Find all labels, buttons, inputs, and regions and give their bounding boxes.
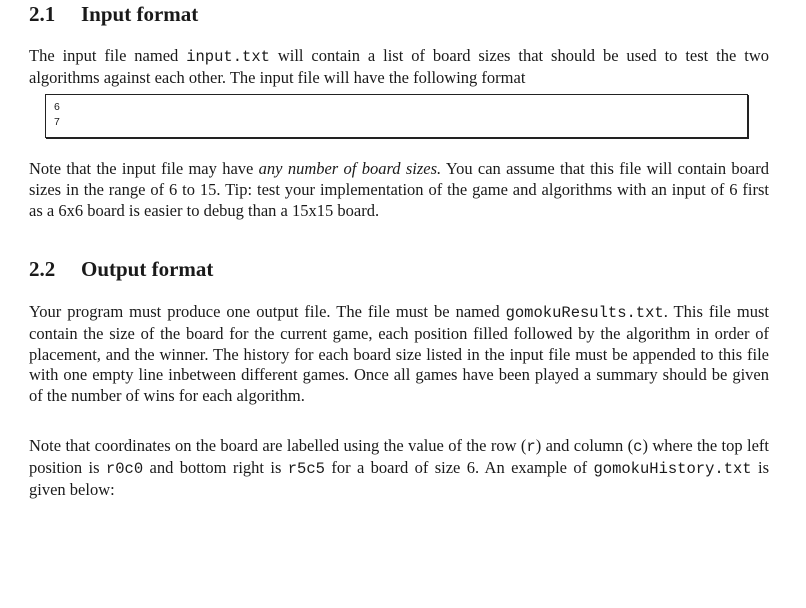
text-run: ) and column ( bbox=[535, 436, 634, 455]
inline-code-filename: gomokuResults.txt bbox=[505, 304, 664, 322]
inline-code-filename: input.txt bbox=[186, 48, 270, 66]
input-note-paragraph bbox=[29, 159, 769, 221]
emphasis-text: any number of board sizes. bbox=[258, 159, 442, 178]
text-run: is given below: bbox=[29, 457, 769, 499]
text-run: ) where the top left position is bbox=[29, 436, 769, 477]
text-run: Note that coordinates on the board are labelled using the value of the row ( bbox=[29, 436, 527, 455]
section-heading-output-format bbox=[29, 256, 213, 282]
inline-code: r5c5 bbox=[287, 459, 325, 478]
input-format-paragraph bbox=[29, 46, 769, 89]
text-run: Your program must produce one output file. The file must be named bbox=[29, 302, 506, 321]
section-title: Input format bbox=[81, 2, 199, 26]
code-line: 6 bbox=[54, 101, 60, 113]
section-heading-input-format bbox=[29, 1, 198, 27]
text-run: will contain a list of board sizes that should be used to test the two algorithms against each other. The input file will have the following format bbox=[29, 46, 769, 87]
inline-code: c bbox=[633, 438, 643, 456]
inline-code: r bbox=[526, 438, 536, 456]
section-title: Output format bbox=[81, 257, 214, 281]
text-run: and bottom right is bbox=[143, 457, 288, 477]
input-example-code-block bbox=[45, 94, 748, 138]
text-run: The input file named bbox=[29, 46, 187, 65]
text-run: . This file must contain the size of the board for the current game, each position filled followed by the algorithm in order of placement, and the winner. The history for each board size listed in the input file must be appended to this file with one empty line inbetween different games. Once all games have been played a summary should be given of the number of wins for each algorithm. bbox=[29, 302, 769, 406]
text-run: You can assume that this file will contain board sizes in the range of 6 to 15. Tip: test your implementation of the game and algorithms with an input of 6 first as a 6x6 board is easier to debug than a 15x15 board. bbox=[29, 159, 769, 220]
inline-code: r0c0 bbox=[105, 459, 144, 478]
inline-code-filename: gomokuHistory.txt bbox=[593, 459, 752, 478]
code-line: 7 bbox=[54, 116, 60, 128]
section-number: 2.1 bbox=[29, 2, 56, 26]
section-number: 2.2 bbox=[29, 257, 56, 281]
coordinates-note-paragraph bbox=[29, 436, 769, 500]
output-format-paragraph bbox=[29, 302, 769, 407]
text-run: for a board of size 6. An example of bbox=[324, 457, 594, 477]
text-run: Note that the input file may have bbox=[29, 159, 259, 178]
